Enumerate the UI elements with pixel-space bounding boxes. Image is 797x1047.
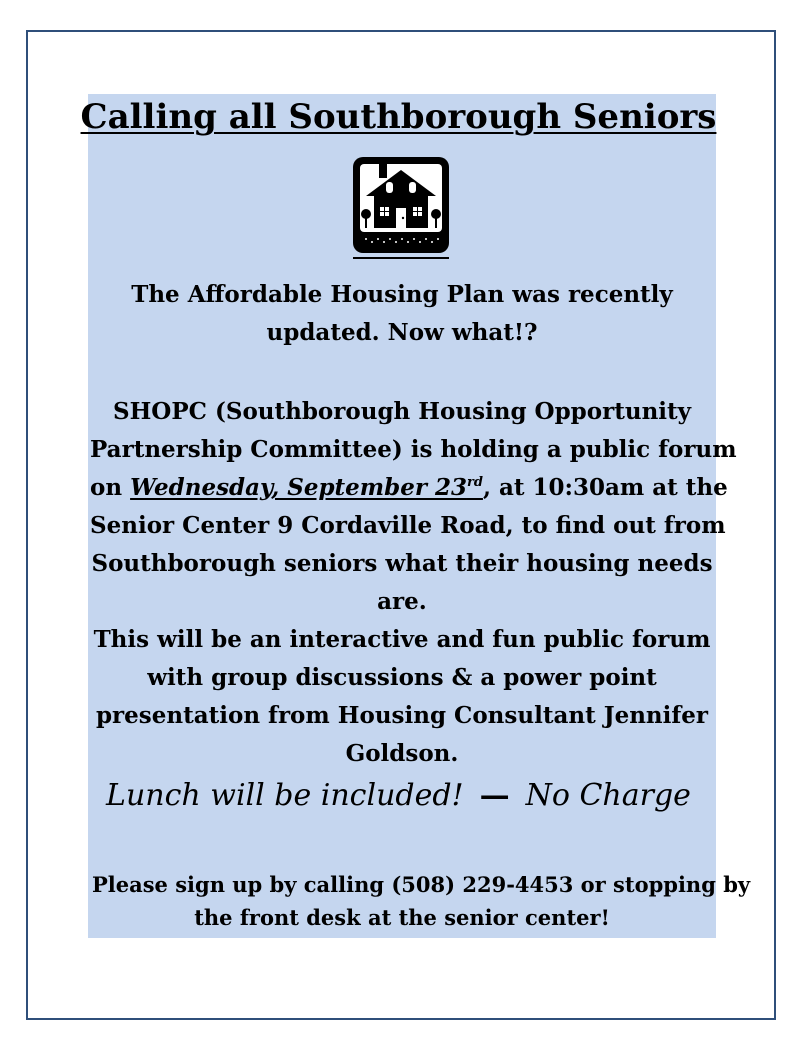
intro-text	[100, 276, 704, 352]
no-charge: No Charge	[525, 778, 691, 813]
lunch-included: Lunch will be included!	[106, 778, 464, 813]
intro-line: The Affordable Housing Plan was recently	[131, 281, 673, 308]
forum-line: SHOPC (Southborough Housing Opportunity	[112, 398, 692, 425]
forum-line: Partnership Committee) is holding a public forum	[90, 436, 737, 463]
forum-line: Senior Center 9 Cordaville Road, to find out from	[90, 512, 726, 539]
event-date-main: Wednesday, September 23	[130, 474, 467, 501]
signup-line: Please sign up by calling (508) 229-4453 or stopping by	[92, 872, 751, 897]
event-date	[130, 474, 483, 501]
signup-text	[92, 868, 751, 934]
house-icon	[352, 156, 450, 260]
event-date-suffix: rd	[466, 475, 483, 490]
forum-line	[90, 469, 728, 507]
forum-details	[90, 393, 737, 773]
forum-line: This will be an interactive and fun public forum	[93, 626, 711, 653]
page-title: Calling all Southborough Seniors	[80, 97, 717, 137]
forum-line: Goldson.	[345, 740, 459, 767]
forum-text: on	[90, 474, 131, 501]
lunch-banner	[0, 772, 797, 820]
forum-line: with group discussions & a power point	[147, 664, 657, 691]
intro-line: updated. Now what!?	[266, 319, 538, 346]
forum-line: Southborough seniors what their housing needs	[91, 550, 713, 577]
signup-line: the front desk at the senior center!	[194, 905, 610, 930]
lunch-dash: —	[479, 778, 510, 813]
forum-line: are.	[377, 588, 427, 615]
forum-text: , at 10:30am at the	[482, 474, 728, 501]
forum-line: presentation from Housing Consultant Jennifer	[95, 702, 709, 729]
